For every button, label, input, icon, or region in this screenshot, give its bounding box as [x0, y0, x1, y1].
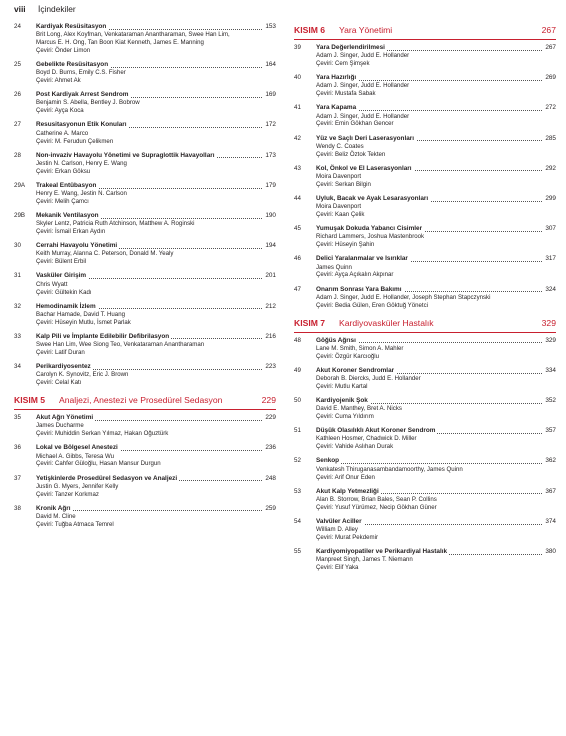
chapter-title[interactable]: Kalp Pili ve İmplante Edilebilir Defibrilasyon: [36, 332, 170, 340]
section-label: KISIM 7: [294, 317, 326, 328]
section-title: Yara Yönetimi: [339, 25, 393, 35]
chapter-title[interactable]: Düşük Olasılıklı Akut Koroner Sendrom: [316, 427, 436, 435]
chapter-authors: Marcus E. H. Ong, Tan Boon Kiat Kenneth, James E. Manning: [36, 39, 204, 47]
chapter-number: 45: [294, 225, 301, 233]
toc-entry[interactable]: [294, 286, 556, 310]
chapter-translator: Çeviri: Ahmet Ak: [36, 77, 81, 85]
chapter-page: 169: [265, 91, 276, 99]
toc-entry[interactable]: [294, 488, 556, 512]
section-page: 229: [261, 395, 276, 406]
chapter-number: 42: [294, 134, 301, 142]
chapter-title-line: [36, 475, 276, 483]
chapter-authors: Jestin N. Carlson, Henry E. Wang: [36, 159, 127, 167]
toc-entry[interactable]: [294, 135, 556, 159]
chapter-title[interactable]: Onarım Sonrası Yara Bakımı: [316, 285, 402, 293]
toc-entry[interactable]: [14, 333, 276, 357]
chapter-title-line: [36, 444, 276, 452]
chapter-title[interactable]: Yara Kapama: [316, 104, 357, 112]
chapter-translator: Çeviri: Mustafa Sabak: [316, 90, 376, 98]
chapter-title[interactable]: Yetişkinlerde Prosedürel Sedasyon ve Analjezi: [36, 474, 178, 482]
chapter-title-line: [316, 286, 556, 294]
chapter-title-line: [316, 225, 556, 233]
chapter-number: 47: [294, 285, 301, 293]
chapter-authors: Boyd D. Burns, Emily C.S. Fisher: [36, 69, 126, 77]
chapter-title-line: [316, 518, 556, 526]
chapter-title[interactable]: Kardiyak Resüsitasyon: [36, 23, 107, 30]
chapter-title-line: [36, 414, 276, 422]
chapter-authors: Deborah B. Diercks, Judd E. Hollander: [316, 375, 421, 383]
chapter-authors: Justin G. Myers, Jennifer Kelly: [36, 482, 119, 490]
chapter-authors: Chris Wyatt: [36, 280, 68, 288]
chapter-page: 223: [265, 362, 276, 370]
toc-group-kisim7: [294, 337, 556, 572]
chapter-translator: Çeviri: İsmail Erkan Aydın: [36, 228, 106, 236]
chapter-translator: Çeviri: Erkan Göksu: [36, 167, 91, 175]
chapter-page: 307: [545, 225, 556, 233]
toc-entry[interactable]: [14, 212, 276, 236]
chapter-number: 37: [14, 474, 21, 482]
toc-entry[interactable]: [294, 337, 556, 361]
chapter-page: 259: [265, 504, 276, 512]
chapter-title-line: [36, 212, 276, 220]
chapter-translator: Çeviri: Beliz Öztok Tekten: [316, 150, 386, 158]
chapter-title-line: [36, 242, 276, 250]
chapter-page: 272: [545, 104, 556, 112]
chapter-number: 24: [14, 23, 21, 30]
chapter-number: 46: [294, 255, 301, 263]
chapter-title-line: [36, 91, 276, 99]
chapter-title-line: [316, 255, 556, 263]
chapter-authors: Venkatesh Thiruganasambandamoorthy, James Quinn: [316, 465, 463, 473]
chapter-title-line: [36, 182, 276, 190]
chapter-title[interactable]: Hemodinamik İzlem: [36, 302, 96, 310]
chapter-title-line: [316, 104, 556, 112]
chapter-page: 285: [545, 134, 556, 142]
chapter-number: 30: [14, 242, 21, 250]
toc-entry[interactable]: [294, 104, 556, 128]
chapter-authors: Carolyn K. Synovitz, Eric J. Brown: [36, 371, 129, 379]
toc-entry[interactable]: [294, 225, 556, 249]
toc-entry[interactable]: [14, 414, 276, 438]
chapter-page: 374: [545, 517, 556, 525]
chapter-number: 39: [294, 44, 301, 51]
chapter-authors: James Quinn: [316, 263, 352, 271]
chapter-page: 380: [545, 548, 556, 555]
chapter-title-line: [316, 548, 556, 556]
section-heading-kisim6: [294, 23, 556, 40]
page-number: viii: [14, 4, 26, 14]
chapter-title[interactable]: Kronik Ağrı: [36, 504, 71, 512]
toc-entry[interactable]: [14, 121, 276, 145]
toc-right-column: [294, 23, 556, 578]
chapter-title[interactable]: Gebelikte Resüsitasyon: [36, 61, 109, 69]
dot-leader: [316, 463, 556, 464]
toc-entry[interactable]: [14, 242, 276, 266]
chapter-translator: Çeviri: Tanzer Korkmaz: [36, 490, 99, 498]
chapter-translator: Çeviri: Cem Şimşek: [316, 60, 370, 68]
chapter-title[interactable]: Kardiyomiyopatiler ve Perikardiyal Hastalık: [316, 548, 448, 555]
toc-entry[interactable]: [14, 272, 276, 296]
chapter-page: 216: [265, 332, 276, 340]
chapter-title-line: [316, 488, 556, 496]
running-title: İçindekiler: [38, 4, 76, 14]
chapter-title-line: [316, 195, 556, 203]
chapter-title[interactable]: Senkop: [316, 457, 340, 465]
chapter-translator: Çeviri: Vahide Aslıhan Durak: [316, 443, 394, 451]
chapter-translator: Çeviri: M. Ferudun Çelikmen: [36, 137, 114, 145]
chapter-number: 29B: [14, 212, 26, 220]
section-heading-kisim5: [14, 393, 276, 410]
chapter-title-line: [36, 272, 276, 280]
chapter-translator: Çeviri: Bülent Erbil: [36, 258, 87, 266]
toc-entry[interactable]: [14, 152, 276, 176]
chapter-number: 34: [14, 362, 21, 370]
chapter-page: 317: [545, 255, 556, 263]
chapter-title[interactable]: Cerrahi Havayolu Yönetimi: [36, 242, 118, 250]
chapter-page: 352: [545, 397, 556, 405]
chapter-title-line: [36, 121, 276, 129]
chapter-translator: Çeviri: Elif Yaka: [316, 564, 359, 572]
chapter-authors: Lane M. Smith, Simon A. Mahler: [316, 344, 404, 352]
chapter-title[interactable]: Vasküler Girişim: [36, 272, 87, 280]
chapter-title-line: [316, 135, 556, 143]
toc-entry[interactable]: [14, 444, 276, 468]
chapter-page: 357: [545, 427, 556, 435]
chapter-title[interactable]: Mekanik Ventilasyon: [36, 212, 99, 220]
chapter-number: 36: [14, 444, 21, 452]
chapter-translator: Çeviri: Yusuf Yürümez, Necip Gökhan Güner: [316, 503, 437, 511]
toc-entry[interactable]: [294, 367, 556, 391]
chapter-title[interactable]: Uyluk, Bacak ve Ayak Lesarasyonları: [316, 194, 429, 202]
chapter-number: 28: [14, 151, 21, 159]
chapter-authors: James Ducharme: [36, 422, 84, 430]
toc-entry[interactable]: [294, 397, 556, 421]
chapter-page: 269: [545, 74, 556, 82]
toc-group-kisim4-tail: [14, 23, 276, 387]
chapter-title-line: [316, 337, 556, 345]
chapter-translator: Çeviri: Mutlu Kartal: [316, 382, 368, 390]
chapter-translator: Çeviri: Melih Çamcı: [36, 197, 89, 205]
chapter-number: 26: [14, 91, 21, 99]
section-page: 267: [541, 25, 556, 35]
toc-entry[interactable]: [14, 61, 276, 85]
chapter-page: 299: [545, 194, 556, 202]
toc-entry[interactable]: [14, 303, 276, 327]
chapter-page: 248: [265, 474, 276, 482]
chapter-page: 334: [545, 366, 556, 374]
chapter-title[interactable]: Delici Yaralanmalar ve Isırıklar: [316, 255, 408, 263]
section-page: 329: [541, 317, 556, 328]
chapter-title-line: [316, 427, 556, 435]
chapter-number: 31: [14, 272, 21, 280]
chapter-title[interactable]: Yara Hazırlığı: [316, 74, 357, 82]
chapter-authors: Keith Murray, Alanna C. Peterson, Donald M. Yealy: [36, 250, 174, 258]
chapter-number: 41: [294, 104, 301, 112]
chapter-translator: Çeviri: Cahfer Güloğlu, Hasan Mansur Durgun: [36, 460, 161, 468]
chapter-title[interactable]: Yara Değerlendirilmesi: [316, 44, 385, 51]
chapter-title[interactable]: Yüz ve Saçlı Deri Laserasyonları: [316, 134, 415, 142]
chapter-page: 194: [265, 242, 276, 250]
section-label: KISIM 5: [14, 395, 46, 406]
chapter-authors: Swee Han Lim, Wee Siong Teo, Venkataraman Anantharaman: [36, 340, 205, 348]
chapter-page: 164: [265, 61, 276, 69]
section-heading-kisim7: [294, 316, 556, 333]
chapter-page: 229: [265, 414, 276, 422]
section-title: Kardiyovasküler Hastalık: [339, 317, 434, 328]
toc-entry[interactable]: [294, 74, 556, 98]
chapter-translator: Çeviri: Latif Duran: [36, 348, 85, 356]
chapter-translator: Çeviri: Bedia Gülen, Eren Göktuğ Yönetci: [316, 301, 429, 309]
chapter-authors: David M. Cline: [36, 512, 76, 520]
toc-left-column: [14, 23, 276, 535]
chapter-translator: Çeviri: Serkan Bilgin: [316, 180, 371, 188]
chapter-number: 48: [294, 336, 301, 344]
chapter-translator: Çeviri: Cuma Yıldırım: [316, 413, 374, 421]
chapter-translator: Çeviri: Tuğba Atmaca Temrel: [36, 520, 114, 528]
toc-entry[interactable]: [294, 44, 556, 68]
toc-entry[interactable]: [294, 548, 556, 572]
chapter-page: 362: [545, 457, 556, 465]
toc-entry[interactable]: [294, 165, 556, 189]
chapter-authors: Adam J. Singer, Judd E. Hollander, Joseph Stephan Stapczynski: [316, 293, 491, 301]
chapter-page: 292: [545, 164, 556, 172]
chapter-title-line: [36, 152, 276, 160]
chapter-title-line: [316, 165, 556, 173]
toc-entry[interactable]: [294, 195, 556, 219]
toc-entry[interactable]: [14, 505, 276, 529]
chapter-number: 51: [294, 427, 301, 435]
toc-entry[interactable]: [294, 427, 556, 451]
toc-entry[interactable]: [14, 182, 276, 206]
chapter-translator: Çeviri: Kaan Çelik: [316, 211, 365, 219]
chapter-page: 190: [265, 212, 276, 220]
toc-entry[interactable]: [294, 518, 556, 542]
chapter-number: 52: [294, 457, 301, 465]
chapter-page: 201: [265, 272, 276, 280]
chapter-title-line: [36, 333, 276, 341]
chapter-title[interactable]: Post Kardiyak Arrest Sendrom: [36, 91, 129, 99]
toc-entry[interactable]: [14, 475, 276, 499]
chapter-number: 54: [294, 517, 301, 525]
chapter-translator: Çeviri: Hüseyin Mutlu, İsmet Parlak: [36, 318, 131, 326]
chapter-number: 55: [294, 548, 301, 555]
chapter-number: 38: [14, 504, 21, 512]
chapter-title[interactable]: Akut Koroner Sendromlar: [316, 366, 395, 374]
chapter-title-line: [316, 397, 556, 405]
chapter-title[interactable]: Yumuşak Dokuda Yabancı Cisimler: [316, 225, 423, 233]
chapter-title[interactable]: Valvüler Aciller: [316, 517, 362, 525]
chapter-number: 50: [294, 397, 301, 405]
chapter-authors: Adam J. Singer, Judd E. Hollander: [316, 112, 410, 120]
chapter-title-line: [316, 74, 556, 82]
chapter-translator: Çeviri: Emin Gökhan Gencer: [316, 120, 394, 128]
chapter-translator: Çeviri: Arif Onur Eden: [316, 473, 375, 481]
chapter-number: 53: [294, 487, 301, 495]
toc-entry[interactable]: [14, 91, 276, 115]
chapter-authors: Catherine A. Marco: [36, 129, 89, 137]
chapter-number: 40: [294, 74, 301, 82]
chapter-number: 44: [294, 194, 301, 202]
chapter-translator: Çeviri: Muhiddin Serkan Yılmaz, Hakan Oğuztürk: [36, 430, 169, 438]
chapter-page: 172: [265, 121, 276, 129]
chapter-page: 173: [265, 151, 276, 159]
chapter-page: 324: [545, 285, 556, 293]
chapter-title-line: [36, 363, 276, 371]
chapter-number: 27: [14, 121, 21, 129]
chapter-authors: Moira Davenport: [316, 203, 362, 211]
chapter-translator: Çeviri: Murat Pekdemir: [316, 533, 378, 541]
chapter-authors: Adam J. Singer, Judd E. Hollander: [316, 82, 410, 90]
chapter-title-line: [36, 23, 276, 31]
chapter-number: 33: [14, 332, 21, 340]
toc-entry[interactable]: [14, 23, 276, 55]
chapter-authors: William D. Alley: [316, 526, 358, 533]
toc-group-kisim5: [14, 414, 276, 529]
chapter-number: 49: [294, 366, 301, 374]
chapter-title-line: [316, 367, 556, 375]
chapter-authors: Skyler Lentz, Patricia Ruth Atchinson, Matthew A. Roginski: [36, 220, 195, 228]
chapter-title[interactable]: Resusitasyonun Etik Konuları: [36, 121, 127, 129]
chapter-number: 35: [14, 414, 21, 422]
toc-group-kisim6: [294, 44, 556, 310]
chapter-translator: Çeviri: Özgür Karcıoğlu: [316, 352, 379, 360]
chapter-title[interactable]: Kol, Önkol ve El Laserasyonları: [316, 164, 412, 172]
chapter-title[interactable]: Kardiyojenik Şok: [316, 397, 368, 405]
chapter-authors: Bachar Hamade, David T. Huang: [36, 310, 125, 318]
section-title: Analjezi, Anestezi ve Prosedürel Sedasyon: [59, 395, 223, 406]
chapter-title[interactable]: Göğüs Ağrısı: [316, 336, 356, 344]
chapter-title-line: [316, 457, 556, 465]
chapter-title[interactable]: Non-invaziv Havayolu Yönetimi ve Supraglottik Havayolları: [36, 151, 215, 159]
chapter-translator: Çeviri: Ayça Açıkalın Akpınar: [316, 271, 394, 279]
chapter-number: 25: [14, 61, 21, 69]
chapter-authors: Adam J. Singer, Judd E. Hollander: [316, 52, 410, 60]
chapter-page: 367: [545, 487, 556, 495]
section-label: KISIM 6: [294, 25, 326, 35]
chapter-title-line: [36, 61, 276, 69]
chapter-title[interactable]: Lokal ve Bölgesel Anestezi: [36, 444, 118, 452]
chapter-authors: Michael A. Gibbs, Teresa Wu: [36, 452, 115, 460]
chapter-title-line: [316, 44, 556, 52]
chapter-authors: Richard Lammers, Joshua Mastenbrook: [316, 233, 425, 241]
chapter-page: 267: [545, 44, 556, 51]
chapter-authors: Benjamin S. Abella, Bentley J. Bobrow: [36, 99, 140, 107]
toc-entry[interactable]: [294, 255, 556, 279]
chapter-title-line: [36, 303, 276, 311]
chapter-title[interactable]: Perikardiyosentez: [36, 362, 91, 370]
chapter-page: 236: [265, 444, 276, 452]
chapter-authors: Moira Davenport: [316, 172, 362, 180]
chapter-page: 153: [265, 23, 276, 30]
chapter-authors: Alan B. Storrow, Brian Bales, Sean P. Collins: [316, 495, 437, 503]
chapter-translator: Çeviri: Önder Limon: [36, 47, 91, 54]
chapter-translator: Çeviri: Ayça Koca: [36, 107, 84, 115]
chapter-authors: Henry E. Wang, Jestin N. Carlson: [36, 190, 127, 198]
chapter-page: 179: [265, 181, 276, 189]
chapter-authors: Brit Long, Alex Koyfman, Venkataraman Anantharaman, Swee Han Lim,: [36, 31, 230, 39]
chapter-authors: Wendy C. Coates: [316, 142, 364, 150]
chapter-translator: Çeviri: Celal Katı: [36, 379, 82, 387]
toc-entry[interactable]: [14, 363, 276, 387]
chapter-title[interactable]: Trakeal Entübasyon: [36, 181, 97, 189]
chapter-authors: David E. Manthey, Bret A. Nicks: [316, 405, 402, 413]
chapter-number: 43: [294, 164, 301, 172]
chapter-page: 212: [265, 302, 276, 310]
chapter-authors: Kathleen Hosmer, Chadwick D. Miller: [316, 435, 417, 443]
chapter-title[interactable]: Akut Kalp Yetmezliği: [316, 487, 379, 495]
chapter-number: 32: [14, 302, 21, 310]
chapter-number: 29A: [14, 181, 26, 189]
chapter-authors: Manpreet Singh, James T. Niemann: [316, 556, 413, 564]
chapter-translator: Çeviri: Gültekin Kadı: [36, 288, 92, 296]
chapter-page: 329: [545, 336, 556, 344]
chapter-translator: Çeviri: Hüseyin Şahin: [316, 241, 375, 249]
chapter-title[interactable]: Akut Ağrı Yönetimi: [36, 414, 94, 422]
chapter-title-line: [36, 505, 276, 513]
toc-entry[interactable]: [294, 457, 556, 481]
